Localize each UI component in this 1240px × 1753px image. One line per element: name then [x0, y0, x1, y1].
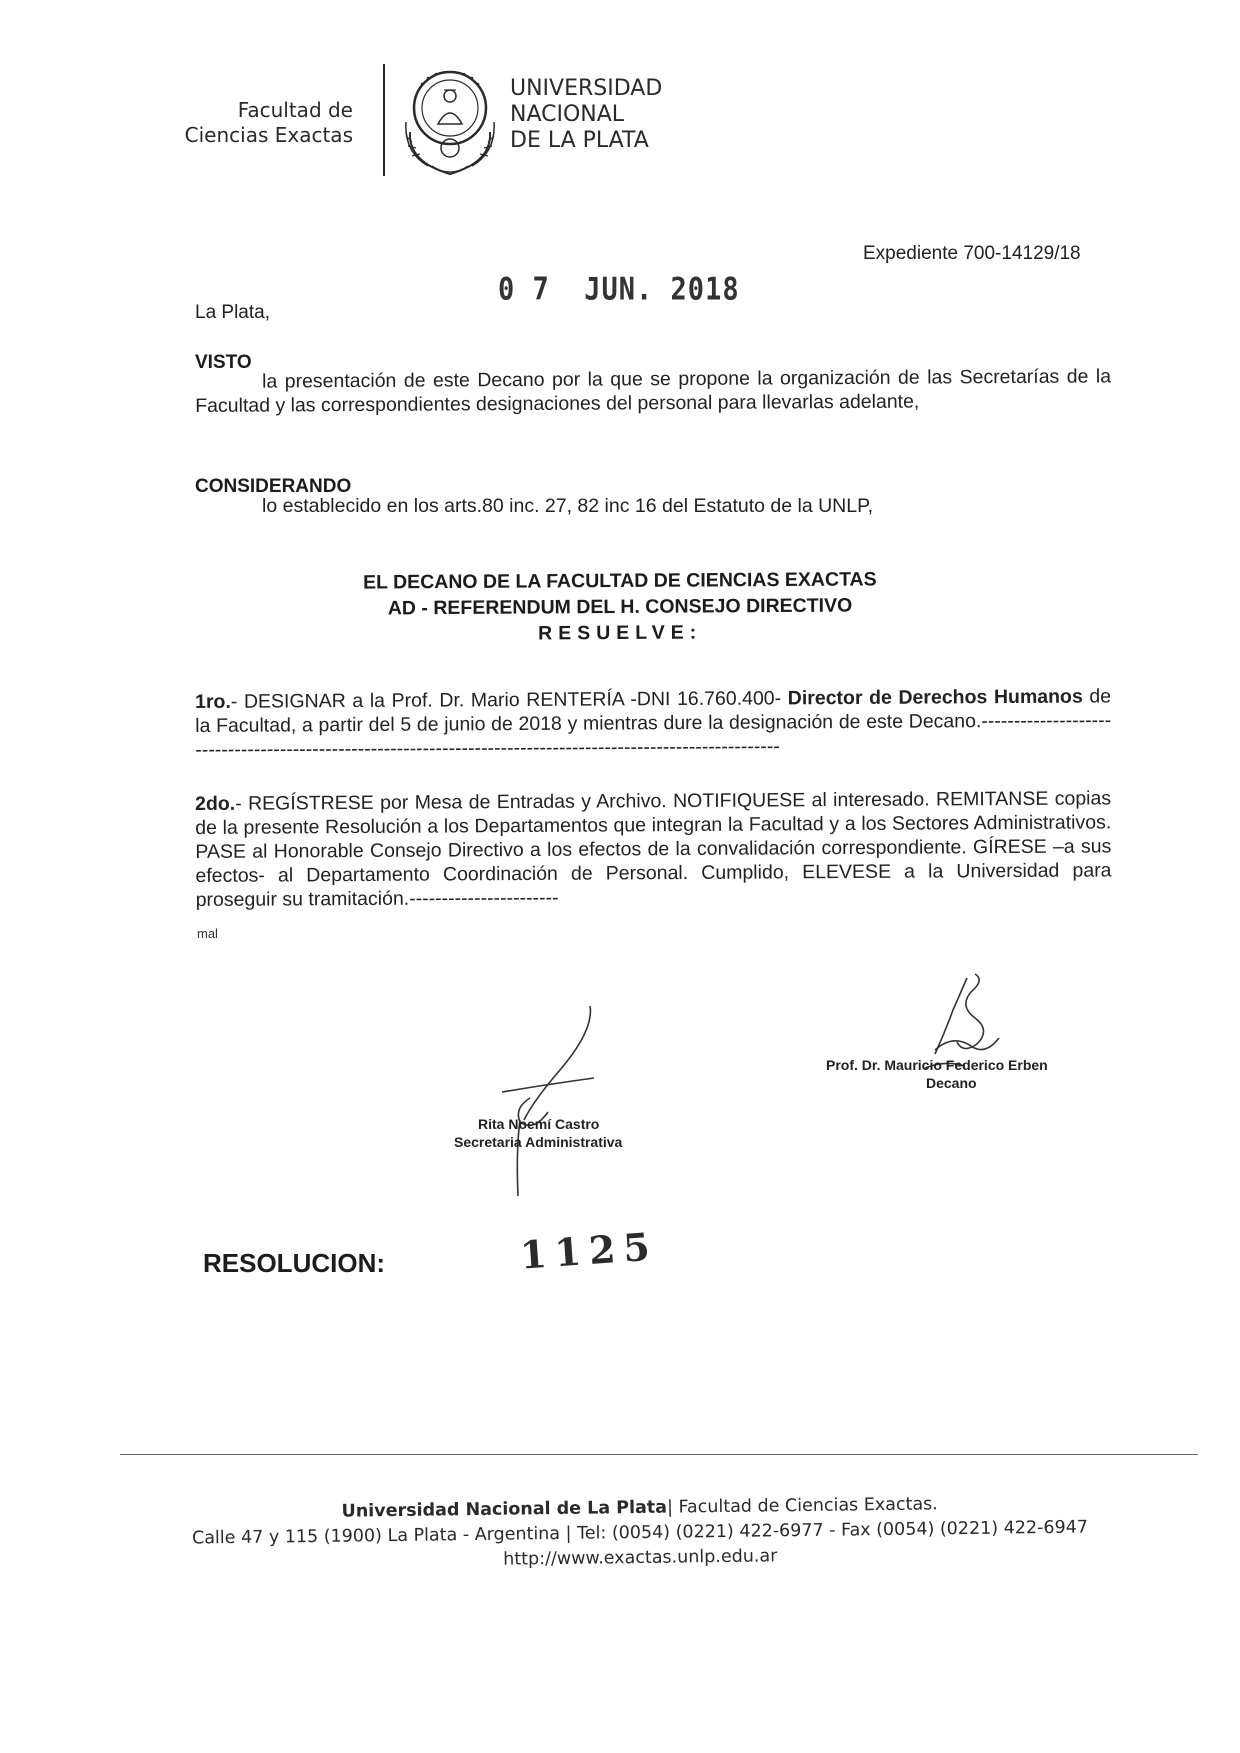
- article-1-dashes: --------------------------------------------------------------------------------------------------------------: [195, 709, 1112, 761]
- faculty-name: [150, 98, 353, 148]
- expediente-number: Expediente 700-14129/18: [863, 243, 1081, 264]
- visto-text: la presentación de este Decano por la que se propone la organización de las Secretarías de la Facultad y las correspondientes designaciones del personal para llevarlas adelante,: [195, 365, 1112, 417]
- dean-title: Decano: [926, 1075, 977, 1091]
- considerando-text: lo establecido en los arts.80 inc. 27, 82 inc 16 del Estatuto de la UNLP,: [262, 495, 874, 517]
- secretary-signature-icon: [490, 1000, 600, 1200]
- resolucion-number: 1125: [518, 1223, 660, 1278]
- university-name: [510, 76, 662, 154]
- article-1-text-a: - DESIGNAR a la Prof. Dr. Mario RENTERÍA -DNI 16.760.400-: [230, 687, 788, 713]
- secretary-title: Secretaria Administrativa: [454, 1134, 623, 1150]
- footer-website: http://www.exactas.unlp.edu.ar: [503, 1546, 778, 1570]
- university-name-line3: DE LA PLATA: [510, 128, 649, 153]
- resolve-header-line2: AD - REFERENDUM DEL H. CONSEJO DIRECTIVO: [387, 594, 853, 620]
- date-stamp: 0 7 JUN. 2018: [498, 271, 740, 308]
- university-name-line2: NACIONAL: [510, 102, 625, 127]
- article-2: [195, 786, 1112, 912]
- university-name-line1: UNIVERSIDAD: [510, 76, 663, 101]
- article-1-number: 1ro.: [195, 690, 231, 713]
- article-2-dashes: -----------------------: [409, 886, 559, 910]
- article-1-bold-role: Director de Derechos Humanos: [787, 685, 1083, 710]
- resolve-header-line3: RESUELVE:: [538, 621, 703, 645]
- footer: [150, 1490, 1131, 1577]
- university-seal-icon: [398, 62, 502, 178]
- letterhead-divider: [383, 64, 385, 176]
- typist-initials: mal: [197, 926, 218, 941]
- visto-heading: VISTO: [195, 352, 252, 373]
- secretary-name: Rita Noemí Castro: [478, 1116, 600, 1132]
- footer-address: Calle 47 y 115 (1900) La Plata - Argentina | Tel: (0054) (0221) 422-6977 - Fax (0054) (0221) 422-6947: [191, 1517, 1089, 1549]
- footer-faculty: | Facultad de Ciencias Exactas.: [666, 1494, 938, 1518]
- faculty-name-line1: Facultad de: [237, 98, 353, 122]
- article-2-number: 2do.: [195, 792, 236, 815]
- article-1-text-b: de la Facultad, a partir del 5 de junio de 2018 y mientras dure la designación de este Decano.: [195, 685, 1112, 737]
- article-2-text: - REGÍSTRESE por Mesa de Entradas y Archivo. NOTIFIQUESE al interesado. REMITANSE copias de la presente Resolución a los Departamentos que integran la Facultad y a los Sectores Administrativos. PASE al Honorable Consejo Directivo a los efectos de la convalidación correspondiente. GÍRESE –a sus efectos- al Departamento Coordinación de Personal. Cumplido, ELEVESE a la Universidad para proseguir su tramitación.: [195, 787, 1112, 911]
- city-label: La Plata,: [195, 302, 270, 323]
- resolve-header: [270, 566, 970, 648]
- faculty-name-line2: Ciencias Exactas: [184, 123, 353, 147]
- considerando-heading: CONSIDERANDO: [195, 476, 352, 497]
- footer-university: Universidad Nacional de La Plata: [341, 1497, 668, 1522]
- resolve-header-line1: EL DECANO DE LA FACULTAD DE CIENCIAS EXACTAS: [363, 568, 877, 594]
- resolucion-label: RESOLUCION:: [203, 1248, 385, 1278]
- dean-name: Prof. Dr. Mauricio Federico Erben: [826, 1057, 1048, 1073]
- article-1: [195, 684, 1111, 762]
- footer-divider: [120, 1454, 1198, 1455]
